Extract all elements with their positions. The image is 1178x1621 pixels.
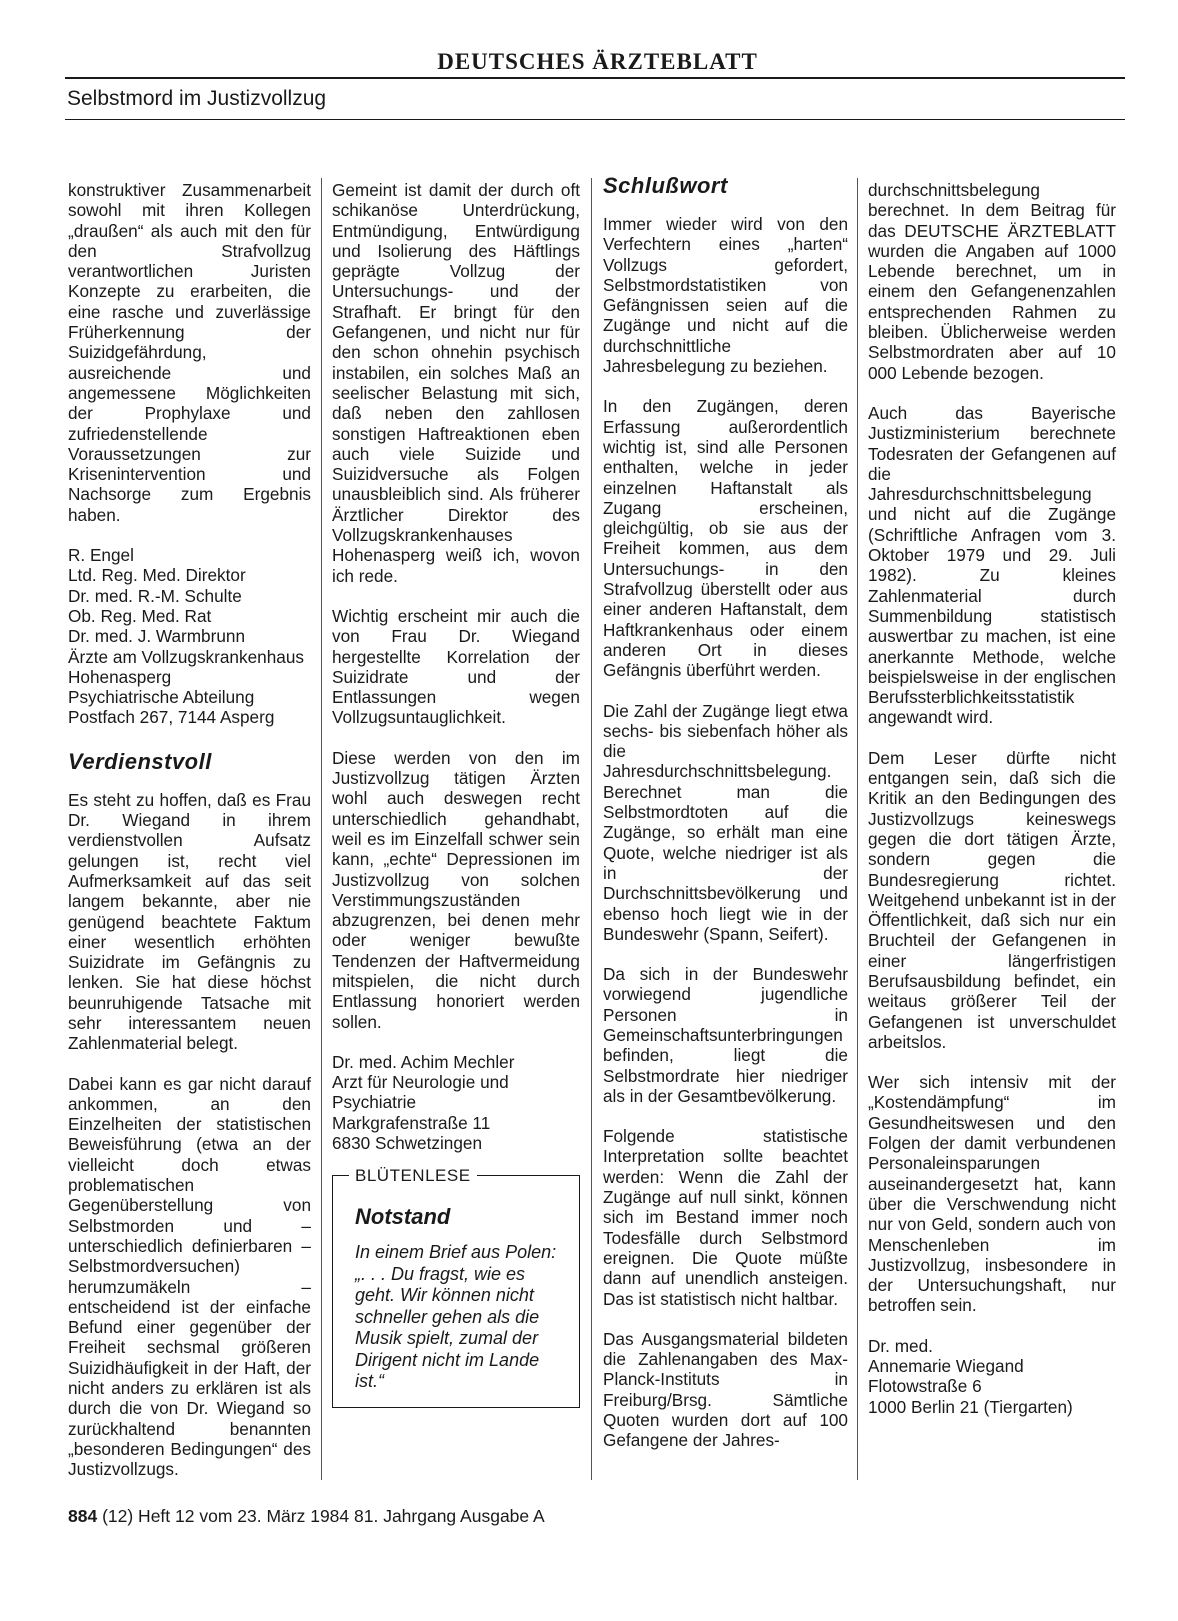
paragraph: Das Ausgangsmaterial bildeten die Zahlenangaben des Max-Planck-Instituts in Freiburg/Brsg. Sämtliche Quoten wurden dort auf 100 Gefangene der Jahres- (603, 1328, 848, 1451)
signature-line: Postfach 267, 7144 Asperg (68, 707, 275, 728)
box-text: In einem Brief aus Polen: „. . . Du fragst, wie es geht. Wir können nicht schneller gehen als die Musik spielt, zumal der Dirigent nicht im Lande ist.“ (355, 1242, 557, 1392)
letter-heading-schlusswort: Schlußwort (603, 173, 728, 198)
signature-line: Dr. med. (868, 1335, 933, 1356)
column-1 (68, 180, 311, 1500)
bluetenlese-box (332, 1166, 580, 1408)
paragraph: Da sich in der Bundeswehr vorwiegend jugendliche Personen in Gemeinschaftsunterbringungen befinden, liegt die Selbstmordrate hier niedriger als in der Gesamtbevölkerung. (603, 964, 848, 1106)
signature-line: Annemarie Wiegand (868, 1356, 1024, 1377)
section-title: Selbstmord im Justizvollzug (67, 87, 327, 110)
signature-mechler (332, 1052, 580, 1153)
column-2 (332, 180, 580, 1408)
paragraph: In den Zugängen, deren Erfassung außerordentlich wichtig ist, sind alle Personen enthalten, welche in jeder einzelnen Haftanstalt als Zugang erscheinen, gleichgültig, ob sie aus der Freiheit kommen, aus dem Untersuchungs- in den Strafvollzug überstellt oder aus einer anderen Haftanstalt, dem Haftkrankenhaus oder einem anderen Ort in dieses Gefängnis überführt werden. (603, 396, 848, 681)
column-3 (603, 172, 848, 1471)
paragraph: Dem Leser dürfte nicht entgangen sein, daß sich die Kritik an den Bedingungen des Justizvollzugs keineswegs gegen die dort tätigen Ärzte, sondern gegen die Bundesregierung richtet. Weitgehend unbekannt ist in der Öffentlichkeit, daß sich nur ein Bruchteil der Gefangenen in einer längerfristigen Berufsausbildung befindet, ein weitaus größerer Teil der Gefangenen ist unverschuldet arbeitslos. (868, 747, 1116, 1052)
paragraph: Es steht zu hoffen, daß es Frau Dr. Wiegand in ihrem verdienstvollen Aufsatz gelungen ist, recht viel Aufmerksamkeit auf das seit langem bekannte, aber nie genügend beachtete Faktum einer wesentlich erhöhten Suizidrate im Gefängnis zu lenken. Sie hat diese höchst beunruhigende Tatsache mit sehr interessantem neuen Zahlenmaterial belegt. (68, 789, 311, 1054)
masthead: DEUTSCHES ÄRZTEBLATT (437, 49, 758, 74)
box-title: Notstand (355, 1204, 451, 1230)
page-number: 884 (68, 1506, 98, 1526)
signature-line: Psychiatrische Abteilung (68, 687, 255, 708)
signature-line: 1000 Berlin 21 (Tiergarten) (868, 1396, 1073, 1417)
paragraph: Wichtig erscheint mir auch die von Frau Dr. Wiegand hergestellte Korrelation der Suizidrate und der Entlassungen wegen Vollzugsuntauglichkeit. (332, 605, 580, 728)
box-label: BLÜTENLESE (349, 1166, 477, 1186)
paragraph: Die Zahl der Zugänge liegt etwa sechs- bis siebenfach höher als die Jahresdurchschnittsbelegung. Berechnet man die Selbstmordtoten auf die Zugänge, so erhält man eine Quote, welche niedriger ist als in der Durchschnittsbevölkerung und ebenso hoch liegt wie in der Bundeswehr (Spann, Seifert). (603, 700, 848, 944)
paragraph: Diese werden von den im Justizvollzug tätigen Ärzten wohl auch deswegen recht unterschiedlich gehandhabt, weil es im Einzelfall schwer sein kann, „echte“ Depressionen im Justizvollzug von solchen Verstimmungszuständen abzugrenzen, bei denen mehr oder weniger bewußte Tendenzen der Haftvermeidung mitspielen, die nicht durch Entlassung honoriert werden sollen. (332, 747, 580, 1032)
paragraph: Immer wieder wird von den Verfechtern eines „harten“ Vollzugs gefordert, Selbstmordstatistiken von Gefängnissen seien auf die Zugänge und nicht auf die durchschnittliche Jahresbelegung zu beziehen. (603, 214, 848, 377)
paragraph: Dabei kann es gar nicht darauf ankommen, an den Einzelheiten der statistischen Beweisführung (etwa an der vielleicht doch etwas problematischen Gegenüberstellung von Selbstmorden und – unterschiedlich definierbaren – Selbstmordversuchen) herumzumäkeln – entscheidend ist der einfache Befund einer gegenüber der Freiheit sechsmal größeren Suizidhäufigkeit in der Haft, der nicht anders zu erklären ist als durch die von Dr. Wiegand so zurückhaltend benannten „besonderen Bedingungen“ des Justizvollzugs. (68, 1073, 311, 1480)
signature-engel (68, 545, 311, 728)
signature-line: Ltd. Reg. Med. Direktor (68, 565, 246, 586)
paragraph: Wer sich intensiv mit der „Kostendämpfung“ im Gesundheitswesen und den Folgen der damit verbundenen Personaleinsparungen auseinandergesetzt hat, kann über die Verschwendung nicht nur von Geld, sondern auch von Menschenleben im Justizvollzug, insbesondere in der Untersuchungshaft, nur betroffen sein. (868, 1072, 1116, 1316)
paragraph: Auch das Bayerische Justizministerium berechnete Todesraten der Gefangenen auf die Jahresdurchschnittsbelegung und nicht auf die Zugänge (Schriftliche Anfragen vom 3. Oktober 1979 und 29. Juli 1982). Zu kleines Zahlenmaterial durch Summenbildung statistisch auswertbar zu machen, ist eine anerkannte Methode, welche beispielsweise in der englischen Berufssterblichkeitsstatistik angewandt wird. (868, 402, 1116, 728)
paragraph: Folgende statistische Interpretation sollte beachtet werden: Wenn die Zahl der Zugänge auf null sinkt, können sich im Bestand immer noch Todesfälle durch Selbstmord ereignen. Die Quote müßte dann auf unendlich ansteigen. Das ist statistisch nicht haltbar. (603, 1126, 848, 1309)
signature-wiegand (868, 1336, 1116, 1417)
signature-line: Dr. med. J. Warmbrunn (68, 626, 246, 647)
paragraph: konstruktiver Zusammenarbeit sowohl mit ihren Kollegen „draußen“ als auch mit den für den Strafvollzug verantwortlichen Juristen Konzepte zu erarbeiten, die eine rasche und zuverlässige Früherkennung der Suizidgefährdung, ausreichende und angemessene Möglichkeiten der Prophylaxe und zufriedenstellende Voraussetzungen zur Krisenintervention und Nachsorge zum Ergebnis haben. (68, 180, 311, 525)
column-divider (591, 178, 592, 1480)
letter-heading-verdienstvoll: Verdienstvoll (68, 748, 212, 774)
masthead-rule (65, 77, 1125, 79)
column-4 (868, 180, 1116, 1437)
signature-line: Dr. med. R.-M. Schulte (68, 585, 242, 606)
signature-line: Dr. med. Achim Mechler (332, 1051, 515, 1072)
column-divider (321, 178, 322, 1480)
section-rule (65, 119, 1125, 120)
signature-line: Flotowstraße 6 (868, 1376, 982, 1397)
signature-line: Markgrafenstraße 11 (332, 1112, 491, 1133)
signature-line: 6830 Schwetzingen (332, 1133, 483, 1154)
signature-line: Ärzte am Vollzugskrankenhaus Hohenasperg (68, 646, 304, 687)
column-divider (857, 178, 858, 1480)
issue-info: (12) Heft 12 vom 23. März 1984 81. Jahrgang Ausgabe A (102, 1506, 545, 1526)
signature-line: Ob. Reg. Med. Rat (68, 605, 212, 626)
signature-line: R. Engel (68, 545, 134, 566)
paragraph: Gemeint ist damit der durch oft schikanöse Unterdrückung, Entmündigung, Entwürdigung und Isolierung des Häftlings geprägte Vollzug der Untersuchungs- und der Strafhaft. Er bringt für den Gefangenen, und nicht nur für den schon ohnehin psychisch instabilen, ein solches Maß an seelischer Belastung mit sich, daß neben den zahllosen sonstigen Haftreaktionen eben auch viele Suizide und Suizidversuche als Folgen unausbleiblich sind. Als früherer Ärztlicher Direktor des Vollzugskrankenhauses Hohenasperg weiß ich, wovon ich rede. (332, 180, 580, 586)
page-footer (68, 1505, 545, 1527)
signature-line: Arzt für Neurologie und Psychiatrie (332, 1072, 509, 1113)
paragraph: durchschnittsbelegung berechnet. In dem Beitrag für das DEUTSCHE ÄRZTEBLATT wurden die Angaben auf 1000 Lebende berechnet, um in einem den Gefangenenzahlen entsprechenden Rahmen zu bleiben. Üblicherweise werden Selbstmordraten aber auf 10 000 Lebende bezogen. (868, 180, 1116, 383)
